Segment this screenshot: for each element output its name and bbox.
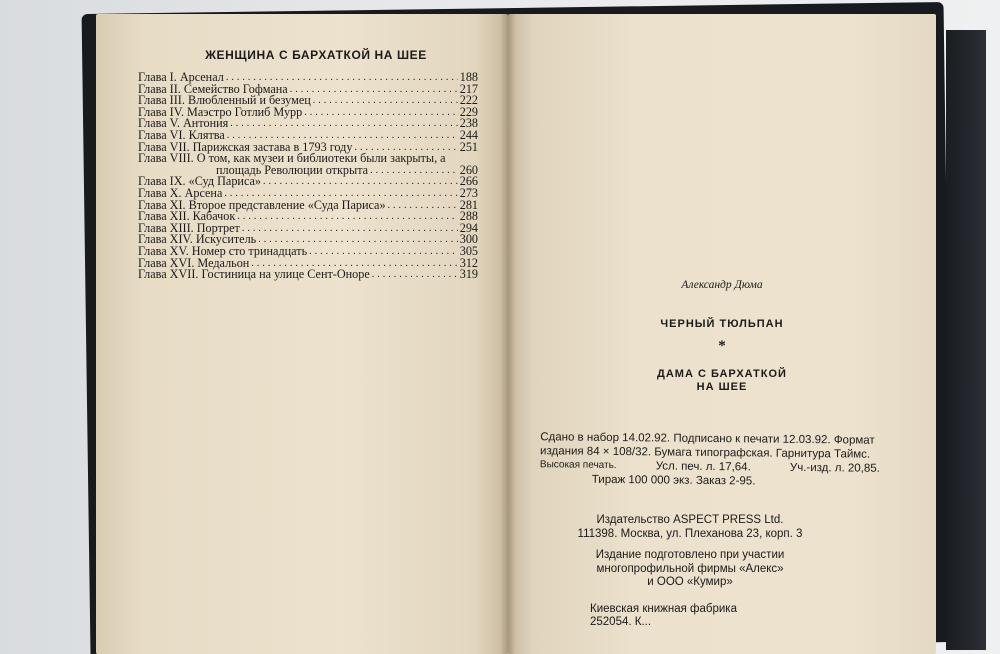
- publisher-name: Издательство ASPECT PRESS Ltd.: [596, 514, 784, 526]
- toc-entry-page: 266: [459, 174, 478, 189]
- toc-entry-label: Глава XVI. Медальон: [138, 255, 250, 270]
- prepared-block: [580, 549, 800, 590]
- imprint-publisher-sheets: Уч.-изд. л. 20,85.: [789, 461, 880, 475]
- printer-block: [590, 603, 830, 629]
- toc-entry-label: Глава X. Арсена: [138, 185, 223, 200]
- toc-leader-dots: [304, 107, 457, 119]
- toc-entry-page: 222: [459, 93, 478, 108]
- printer-address: 252054. К...: [590, 616, 652, 628]
- toc-leader-dots: [242, 223, 458, 235]
- imprint-line: издания 84 × 108/32. Бумага типографская. Гарнитура Таймс.: [540, 445, 871, 461]
- toc-entry-label: Глава VI. Клятва: [138, 127, 225, 142]
- author-name: Александр Дюма: [681, 279, 763, 291]
- toc-entry-label: Глава IV. Маэстро Готлиб Мурр: [138, 104, 303, 119]
- book-title-2: [522, 368, 922, 394]
- toc-leader-dots: [290, 84, 458, 96]
- book-title-2-line2: НА ШЕЕ: [696, 381, 748, 393]
- imprint-print-sheets: Усл. печ. л. 17,64.: [655, 460, 751, 474]
- book-gutter: [500, 14, 516, 654]
- toc-leader-dots: [263, 176, 458, 188]
- toc-entry-label: Глава V. Антония: [138, 116, 229, 131]
- toc-entry-page: 281: [459, 197, 478, 212]
- toc-entry-page: 312: [459, 255, 478, 270]
- toc-entry-label: Глава XIV. Искуситель: [138, 232, 257, 247]
- toc-entry-label: Глава III. Влюбленный и безумец: [138, 93, 311, 108]
- prepared-line: Издание подготовлено при участии: [595, 549, 785, 561]
- toc-entry-page: 288: [459, 209, 478, 224]
- toc-entry-label: Глава VII. Парижская застава в 1793 году: [138, 139, 353, 154]
- toc-title: ЖЕНЩИНА С БАРХАТКОЙ НА ШЕЕ: [205, 48, 427, 62]
- toc-leader-dots: [313, 95, 458, 107]
- toc-entry-page: 217: [459, 81, 478, 96]
- prepared-line: многопрофильной фирмы «Алекс»: [596, 562, 784, 575]
- toc-entry-page: 229: [459, 104, 478, 119]
- publisher-block: [560, 513, 820, 541]
- book-title-1: ЧЕРНЫЙ ТЮЛЬПАН: [660, 318, 784, 330]
- toc-entry-label: Глава II. Семейство Гофмана: [138, 81, 288, 96]
- toc-entry-label: Глава XIII. Портрет: [138, 220, 240, 235]
- toc-leader-dots: [309, 246, 458, 258]
- imprint-block: [540, 430, 881, 490]
- toc-entry-label: Глава XVII. Гостиница на улице Сент-Оноре: [138, 267, 370, 282]
- toc-entry-label: Глава XII. Кабачок: [138, 209, 236, 224]
- toc-entry-label: площадь Революции открыта: [216, 162, 369, 177]
- toc-leader-dots: [372, 269, 458, 281]
- toc-entry-page: 300: [459, 232, 478, 247]
- toc-leader-dots: [237, 211, 457, 223]
- toc-leader-dots: [230, 118, 457, 130]
- printer-name: Киевская книжная фабрика: [590, 603, 737, 615]
- toc-leader-dots: [370, 165, 458, 177]
- toc-entry-page: 319: [459, 267, 478, 282]
- toc-entry: [138, 269, 478, 281]
- publisher-address: 111398. Москва, ул. Плеханова 23, корп. 3: [577, 528, 803, 540]
- toc-entry-page: 294: [459, 220, 478, 235]
- toc-entry-page: 188: [459, 70, 478, 84]
- toc-entry-label: Глава XV. Номер сто тринадцать: [138, 243, 308, 258]
- toc-entry-label: Глава IX. «Суд Париса»: [138, 174, 262, 189]
- toc-entry-label: Глава I. Арсенал: [138, 70, 224, 84]
- toc-entry-page: 273: [459, 185, 478, 200]
- imprint-print-type: Высокая печать.: [539, 459, 617, 472]
- toc-entry-label: Глава XI. Второе представление «Суда Париса»: [138, 197, 386, 212]
- imprint-line: Сдано в набор 14.02.92. Подписано к печати 12.03.92. Формат: [540, 431, 875, 447]
- book-cover-edge: [946, 30, 986, 650]
- table-of-contents: [138, 72, 478, 281]
- toc-entry-page: 238: [459, 116, 478, 131]
- prepared-line: и ООО «Кумир»: [647, 576, 733, 588]
- toc-entry-page: 244: [459, 127, 478, 142]
- toc-entry-page: 251: [459, 139, 478, 154]
- toc-entry-page: 260: [459, 162, 478, 177]
- book-title-2-line1: ДАМА С БАРХАТКОЙ: [657, 368, 787, 380]
- toc-entry-page: 305: [459, 243, 478, 258]
- toc-leader-dots: [388, 200, 458, 212]
- imprint-line: Тираж 100 000 экз. Заказ 2-95.: [591, 473, 756, 488]
- title-separator: *: [718, 338, 726, 354]
- toc-entry-label: Глава VIII. О том, как музеи и библиотеки были закрыты, а: [138, 151, 446, 166]
